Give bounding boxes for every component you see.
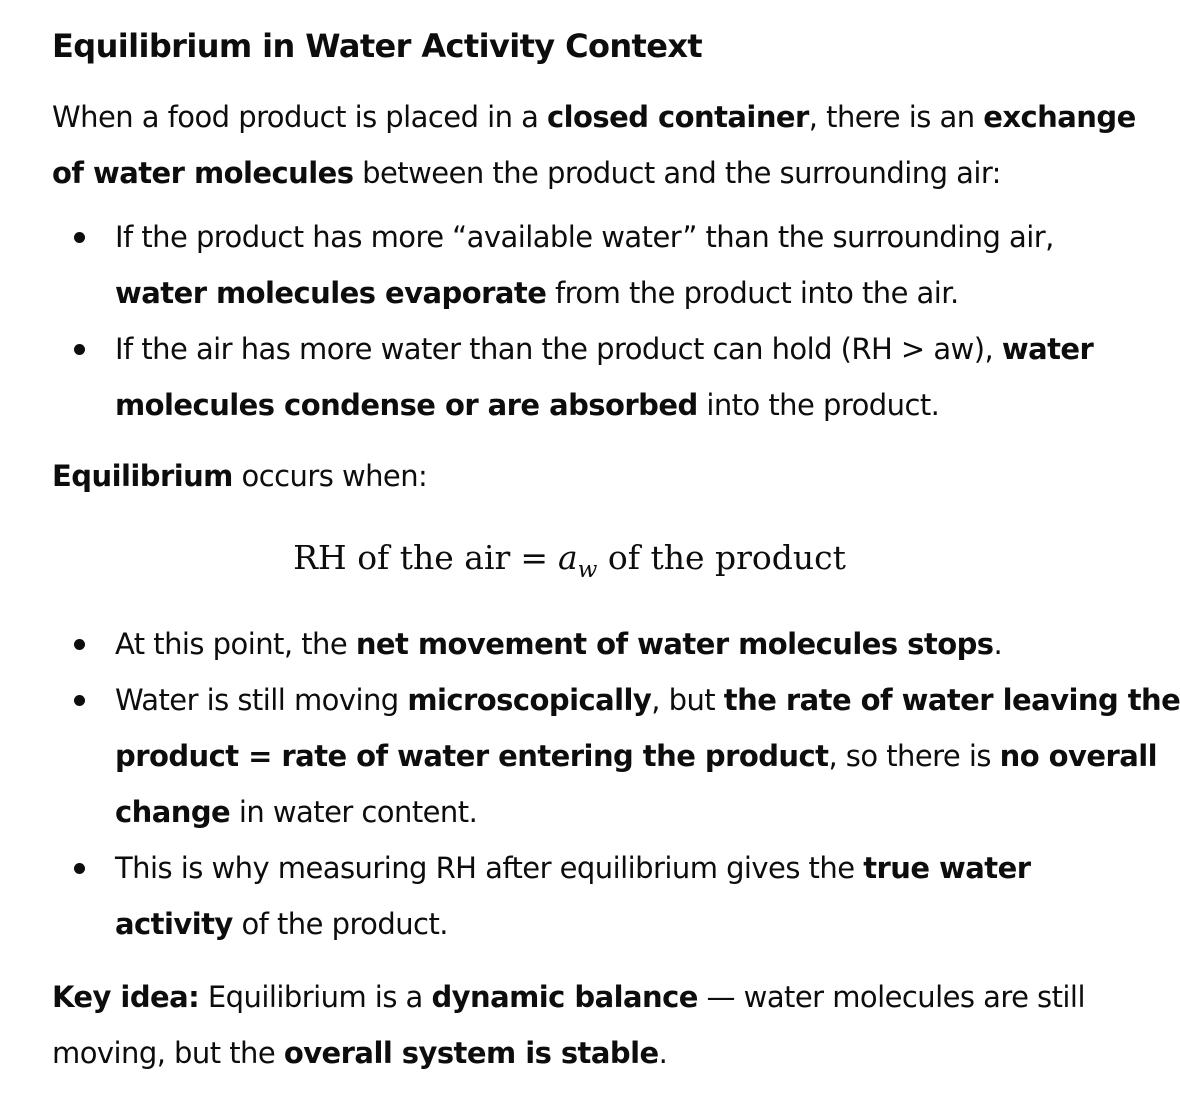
- formula-lhs: RH of the air: [293, 538, 511, 577]
- text: Equilibrium is a: [199, 980, 432, 1014]
- list-item-2-line-2: [115, 385, 939, 425]
- bold-text: of water molecules: [52, 156, 354, 190]
- text: of the product.: [232, 907, 448, 941]
- bold-text: activity: [115, 907, 233, 941]
- list-item-5-line-2: [115, 904, 448, 944]
- list-item-4-line-1: [115, 680, 1180, 720]
- bold-text: the rate of water leaving the: [723, 683, 1180, 717]
- bullet-icon: [74, 232, 85, 243]
- bold-text: true water: [863, 851, 1031, 885]
- bold-text: net movement of water molecules stops: [355, 627, 994, 661]
- bold-text: microscopically: [407, 683, 652, 717]
- bullet-icon: [74, 863, 85, 874]
- section-heading: Equilibrium in Water Activity Context: [52, 27, 703, 65]
- bold-text: closed container: [547, 100, 809, 134]
- text: in water content.: [230, 795, 478, 829]
- bold-text: change: [115, 795, 231, 829]
- text: , but: [651, 683, 724, 717]
- text: between the product and the surrounding air:: [353, 156, 1001, 190]
- bullet-icon: [74, 639, 85, 650]
- list-item-4-line-3: [115, 792, 477, 832]
- bold-text: Key idea:: [52, 980, 200, 1014]
- text: moving, but the: [52, 1036, 284, 1070]
- text: .: [658, 1036, 668, 1070]
- text: If the product has more “available water” than the surrounding air,: [115, 220, 1054, 254]
- list-item-2-line-1: [115, 329, 1093, 369]
- bold-text: product = rate of water entering the product: [115, 739, 829, 773]
- formula-subscript: w: [577, 557, 598, 584]
- text: from the product into the air.: [546, 276, 959, 310]
- list-item-1-line-2: [115, 273, 959, 313]
- equilibrium-line: [52, 456, 427, 496]
- text: .: [993, 627, 1003, 661]
- formula-rhs: of the product: [597, 538, 846, 577]
- bullet-icon: [74, 695, 85, 706]
- bold-text: molecules condense or are absorbed: [115, 388, 698, 422]
- formula-variable: a: [557, 538, 578, 577]
- list-item-5-line-1: [115, 848, 1030, 888]
- text: — water molecules are still: [697, 980, 1085, 1014]
- bold-text: overall system is stable: [283, 1036, 659, 1070]
- text: , so there is: [828, 739, 1000, 773]
- intro-line-1: [52, 97, 1136, 137]
- text: At this point, the: [115, 627, 356, 661]
- text: Water is still moving: [115, 683, 408, 717]
- equilibrium-formula: [0, 536, 1139, 592]
- list-item-3-line-1: [115, 624, 1002, 664]
- text: , there is an: [808, 100, 984, 134]
- bold-text: water molecules evaporate: [115, 276, 547, 310]
- key-idea-line-1: [52, 977, 1085, 1017]
- text: This is why measuring RH after equilibrium gives the: [115, 851, 864, 885]
- equals-sign: =: [520, 538, 548, 577]
- text: occurs when:: [232, 459, 428, 493]
- bold-text: exchange: [983, 100, 1136, 134]
- text: When a food product is placed in a: [52, 100, 547, 134]
- bullet-icon: [74, 344, 85, 355]
- bold-text: Equilibrium: [52, 459, 233, 493]
- bold-text: dynamic balance: [431, 980, 698, 1014]
- bold-text: no overall: [999, 739, 1158, 773]
- key-idea-line-2: [52, 1033, 667, 1073]
- intro-line-2: [52, 153, 1001, 193]
- list-item-4-line-2: [115, 736, 1157, 776]
- text: If the air has more water than the product can hold (RH > aw),: [115, 332, 1002, 366]
- bold-text: water: [1001, 332, 1094, 366]
- text: into the product.: [697, 388, 940, 422]
- list-item-1-line-1: [115, 217, 1054, 257]
